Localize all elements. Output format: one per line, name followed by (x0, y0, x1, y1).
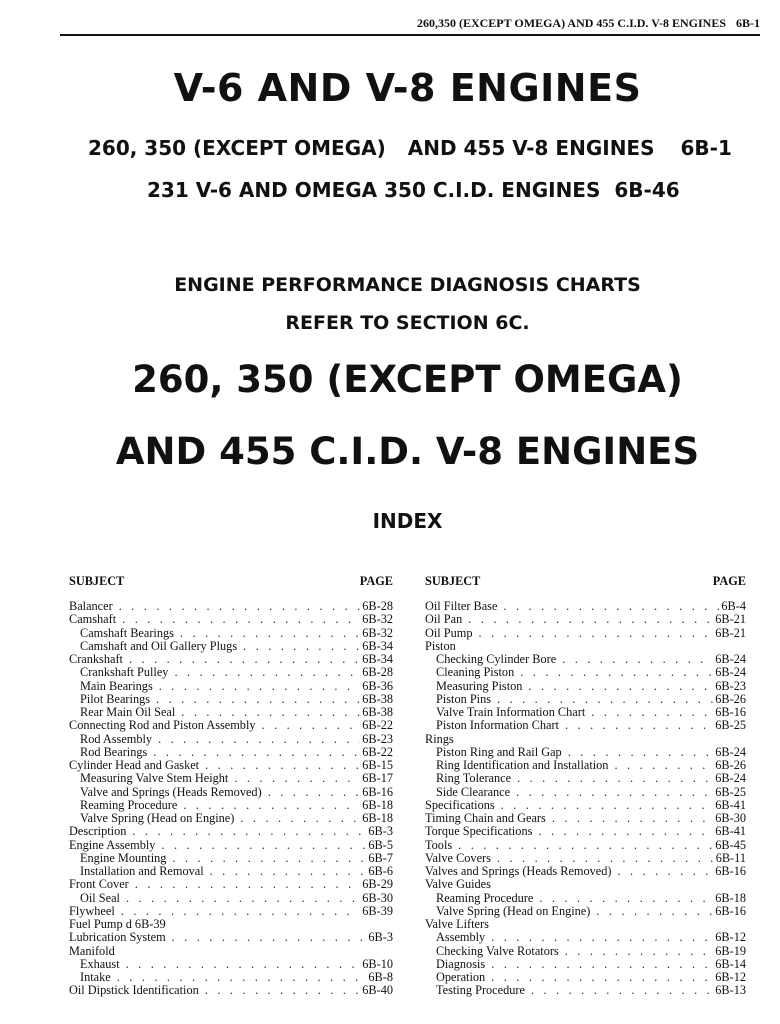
index-entry (425, 852, 746, 865)
dot-leader (565, 719, 713, 732)
entry-label: Oil Seal (80, 891, 120, 905)
entry-label: Timing Chain and Gears (425, 812, 546, 825)
index-entry (425, 693, 746, 706)
dot-leader (174, 666, 360, 679)
entry-label: Piston Ring and Rail Gap (436, 745, 562, 759)
index-entry (69, 746, 393, 759)
dot-leader (161, 839, 366, 852)
entry-label: Checking Cylinder Bore (436, 653, 557, 666)
entry-label: Manifold (69, 944, 115, 958)
entry-label: Testing Procedure (436, 984, 525, 998)
entry-label: Crankshaft Pulley (80, 666, 169, 680)
entry-page: 6B-34 (362, 653, 393, 666)
index-entry (425, 666, 746, 679)
entry-page: 6B-32 (362, 613, 393, 627)
note-line-2: REFER TO SECTION 6C. (285, 312, 530, 334)
entry-page: 6B-3 (368, 931, 393, 945)
index-entry (425, 733, 746, 746)
index-column-right (425, 574, 746, 998)
entry-page: 6B-45 (715, 838, 746, 852)
index-entry (425, 931, 746, 944)
index-entry (69, 772, 393, 785)
dot-leader (234, 772, 360, 785)
entry-page: 6B-41 (715, 825, 746, 839)
entry-page: 6B-34 (362, 639, 393, 653)
index-entry (425, 719, 746, 732)
index-entry (425, 892, 746, 905)
entry-label: Oil Filter Base (425, 600, 498, 613)
entry-page: 6B-25 (715, 785, 746, 799)
entry-label: Lubrication System (69, 931, 166, 945)
entry-page: 6B-21 (715, 613, 746, 627)
entry-page: 6B-30 (362, 891, 393, 905)
column-header (425, 574, 746, 600)
entry-page: 6B-41 (715, 798, 746, 812)
entry-label: Camshaft Bearings (80, 626, 174, 640)
dot-leader (132, 825, 366, 838)
index-entry (69, 865, 393, 878)
index-entry (69, 719, 393, 732)
dot-leader (240, 812, 360, 825)
entry-label: Pilot Bearings (80, 692, 151, 706)
index-entry (69, 892, 393, 905)
section-2-part1: 231 V-6 AND OMEGA 350 C.I.D. ENGINES (147, 178, 601, 202)
index-entry (425, 839, 746, 852)
index-entry (425, 958, 746, 971)
index-entry (425, 627, 746, 640)
dot-leader (119, 600, 361, 613)
entry-label: Oil Pump (425, 626, 473, 640)
dot-leader (528, 680, 713, 693)
entry-page: 6B-23 (362, 732, 393, 746)
entry-page: 6B-40 (362, 984, 393, 998)
index-entry (69, 852, 393, 865)
section-2-page: 6B-46 (614, 178, 680, 202)
entry-page: 6B-24 (715, 666, 746, 680)
entry-label: Measuring Piston (436, 679, 523, 693)
dot-leader (181, 706, 360, 719)
index-entry (425, 680, 746, 693)
entry-label: Rings (425, 732, 454, 746)
entry-label: Valve Train Information Chart (436, 706, 586, 719)
index-entry (69, 812, 393, 825)
index-entry (69, 613, 393, 626)
entry-label: Installation and Removal (80, 865, 204, 878)
entry-label: Valve Lifters (425, 918, 489, 931)
entry-label: Valve Guides (425, 878, 491, 892)
section-1-part2: AND 455 V-8 ENGINES (407, 136, 655, 160)
entry-label: Tools (425, 838, 453, 852)
dot-leader (180, 627, 360, 640)
index-entry (69, 600, 393, 613)
index-entry (425, 706, 746, 719)
page-header: PAGE (712, 574, 746, 588)
dot-leader (491, 931, 713, 944)
index-entry (69, 733, 393, 746)
entry-page: 6B-30 (715, 812, 746, 825)
index-entry (69, 958, 393, 971)
subject-header: SUBJECT (425, 574, 481, 588)
dot-leader (159, 680, 361, 693)
index-list-left (69, 600, 393, 998)
index-entry (425, 746, 746, 759)
entry-label: Main Bearings (80, 679, 153, 693)
entry-label: Ring Tolerance (436, 772, 512, 786)
index-entry (425, 945, 746, 958)
dot-leader (458, 839, 713, 852)
entry-page: 6B-39 (362, 904, 393, 918)
index-entry (69, 905, 393, 918)
entry-label: Piston Information Chart (436, 719, 559, 733)
entry-page: 6B-19 (715, 944, 746, 958)
entry-label: Ring Identification and Installation (436, 759, 609, 772)
section-line-1 (88, 136, 732, 160)
entry-label: Rear Main Oil Seal (80, 706, 176, 719)
index-column-left (69, 574, 393, 998)
entry-page: 6B-12 (715, 931, 746, 945)
dot-leader (153, 746, 360, 759)
entry-label: Camshaft and Oil Gallery Plugs (80, 639, 238, 653)
entry-page: 6B-16 (362, 785, 393, 799)
dot-leader (497, 852, 714, 865)
dot-leader (539, 892, 713, 905)
index-entry (425, 640, 746, 653)
entry-page: 6B-11 (715, 851, 746, 865)
dot-leader (121, 905, 360, 918)
dot-leader (210, 865, 367, 878)
entry-page: 6B-12 (715, 971, 746, 984)
dot-leader (126, 958, 361, 971)
entry-page: 6B-36 (362, 679, 393, 693)
entry-label: Reaming Procedure (80, 798, 178, 812)
entry-page: 6B-32 (362, 626, 393, 640)
dot-leader (517, 772, 713, 785)
entry-page: 6B-16 (715, 904, 746, 918)
dot-leader (614, 759, 713, 772)
entry-page: 6B-15 (362, 759, 393, 772)
dot-leader (158, 733, 360, 746)
index-entry (69, 680, 393, 693)
dot-leader (205, 759, 360, 772)
dot-leader (479, 627, 714, 640)
entry-page: 6B-29 (362, 878, 393, 892)
dot-leader (503, 600, 719, 613)
dot-leader (568, 746, 714, 759)
entry-label: Engine Assembly (69, 838, 156, 852)
dot-leader (205, 984, 360, 997)
subject-header: SUBJECT (69, 574, 125, 588)
entry-page: 6B-8 (368, 971, 393, 984)
entry-label: Oil Dipstick Identification (69, 984, 199, 998)
section-1-part1: 260, 350 (EXCEPT OMEGA) (88, 136, 386, 160)
index-entry (425, 600, 746, 613)
index-entry (69, 839, 393, 852)
column-header (69, 574, 393, 600)
index-entry (425, 905, 746, 918)
page-title: V-6 AND V-8 ENGINES (173, 66, 642, 110)
entry-page: 6B-18 (715, 891, 746, 905)
index-list-right (425, 600, 746, 998)
index-title: INDEX (372, 509, 443, 533)
entry-page: 6B-5 (368, 838, 393, 852)
entry-label: Valve and Springs (Heads Removed) (80, 785, 262, 799)
dot-leader (491, 971, 713, 984)
index-entry (425, 653, 746, 666)
dot-leader (135, 878, 360, 891)
index-entry (69, 971, 393, 984)
entry-label: Front Cover (69, 878, 129, 892)
index-entry (425, 772, 746, 785)
entry-page: 6B-22 (362, 745, 393, 759)
entry-label: Connecting Rod and Piston Assembly (69, 719, 256, 733)
page-header: PAGE (359, 574, 393, 588)
entry-page: 6B-13 (715, 984, 746, 998)
dot-leader (565, 945, 714, 958)
dot-leader (126, 892, 360, 905)
entry-page: 6B-24 (715, 772, 746, 786)
dot-leader (531, 984, 713, 997)
entry-label: Description (69, 825, 127, 839)
dot-leader (516, 786, 713, 799)
dot-leader (117, 971, 367, 984)
dot-leader (268, 786, 361, 799)
heading-line-2: AND 455 C.I.D. V-8 ENGINES (115, 430, 700, 473)
dot-leader (497, 693, 713, 706)
entry-label: Side Clearance (436, 785, 511, 799)
dot-leader (562, 653, 713, 666)
entry-label: Diagnosis (436, 957, 486, 971)
entry-label: Rod Bearings (80, 745, 148, 759)
entry-label: Valves and Springs (Heads Removed) (425, 865, 612, 878)
entry-page: 6B-28 (362, 666, 393, 680)
entry-page: 6B-24 (715, 653, 746, 666)
entry-label: Piston (425, 639, 456, 653)
entry-label: Cleaning Piston (436, 666, 515, 680)
entry-page: 6B-7 (368, 851, 393, 865)
entry-page: 6B-22 (362, 719, 393, 733)
entry-page: 6B-38 (362, 692, 393, 706)
index-entry (425, 865, 746, 878)
entry-label: Valve Spring (Head on Engine) (80, 812, 235, 825)
entry-page: 6B-38 (362, 706, 393, 719)
dot-leader (501, 799, 714, 812)
dot-leader (596, 905, 713, 918)
entry-label: Reaming Procedure (436, 891, 534, 905)
entry-page: 6B-3 (368, 825, 393, 839)
entry-page: 6B-24 (715, 745, 746, 759)
entry-label: Cylinder Head and Gasket (69, 759, 200, 772)
index-entry (425, 799, 746, 812)
index-entry (69, 786, 393, 799)
entry-label: Oil Pan (425, 613, 463, 627)
index-entry (425, 918, 746, 931)
entry-label: Exhaust (80, 957, 120, 971)
entry-page: 6B-26 (715, 759, 746, 772)
entry-page: 6B-4 (721, 600, 746, 613)
index-entry (69, 653, 393, 666)
index-entry (69, 706, 393, 719)
dot-leader (538, 825, 713, 838)
entry-page: 6B-17 (362, 772, 393, 786)
running-head-text: 260,350 (EXCEPT OMEGA) AND 455 C.I.D. V-8 ENGINES (416, 16, 726, 30)
entry-page: 6B-16 (715, 865, 746, 878)
running-head (60, 14, 760, 36)
index-entry (425, 971, 746, 984)
entry-label: Measuring Valve Stem Height (80, 772, 229, 786)
entry-label: Valve Spring (Head on Engine) (436, 904, 591, 918)
entry-label: Valve Covers (425, 851, 491, 865)
index-entry (69, 627, 393, 640)
index-entry (425, 878, 746, 891)
dot-leader (156, 693, 360, 706)
dot-leader (243, 640, 360, 653)
entry-page: 6B-25 (715, 719, 746, 733)
index-entry (69, 984, 393, 997)
section-1-page: 6B-1 (680, 136, 732, 160)
running-head-page: 6B-1 (736, 16, 760, 30)
entry-page: 6B-6 (368, 865, 393, 878)
entry-label: Rod Assembly (80, 732, 153, 746)
index-entry (425, 984, 746, 997)
entry-label: Piston Pins (436, 692, 492, 706)
dot-leader (591, 706, 713, 719)
entry-label: Operation (436, 971, 486, 984)
entry-page: 6B-10 (362, 957, 393, 971)
index-entry (69, 825, 393, 838)
dot-leader (552, 812, 713, 825)
dot-leader (122, 613, 360, 626)
entry-label: Fuel Pump d 6B-39 (69, 918, 166, 931)
entry-label: Camshaft (69, 613, 117, 627)
dot-leader (172, 931, 367, 944)
dot-leader (491, 958, 713, 971)
index-entry (69, 693, 393, 706)
entry-page: 6B-28 (362, 600, 393, 613)
index-entry (69, 878, 393, 891)
index-entry (69, 666, 393, 679)
entry-label: Assembly (436, 931, 486, 945)
entry-label: Balancer (69, 600, 113, 613)
entry-label: Intake (80, 971, 111, 984)
index-entry (69, 640, 393, 653)
entry-page: 6B-26 (715, 692, 746, 706)
entry-label: Specifications (425, 798, 495, 812)
heading-line-1: 260, 350 (EXCEPT OMEGA) (132, 358, 683, 401)
index-entry (69, 759, 393, 772)
index-entry (69, 945, 393, 958)
entry-label: Checking Valve Rotators (436, 944, 559, 958)
entry-page: 6B-16 (715, 706, 746, 719)
entry-page: 6B-18 (362, 812, 393, 825)
index-entry (425, 825, 746, 838)
entry-page: 6B-18 (362, 798, 393, 812)
index-entry (425, 812, 746, 825)
index-entry (69, 799, 393, 812)
dot-leader (262, 719, 361, 732)
dot-leader (172, 852, 366, 865)
entry-page: 6B-23 (715, 679, 746, 693)
index-entry (425, 759, 746, 772)
dot-leader (468, 613, 713, 626)
note-line-1: ENGINE PERFORMANCE DIAGNOSIS CHARTS (174, 274, 641, 296)
entry-page: 6B-14 (715, 957, 746, 971)
entry-label: Engine Mounting (80, 851, 167, 865)
entry-label: Crankshaft (69, 653, 123, 666)
dot-leader (617, 865, 713, 878)
dot-leader (129, 653, 360, 666)
index-entry (425, 786, 746, 799)
entry-page: 6B-21 (715, 626, 746, 640)
section-line-2 (147, 178, 680, 202)
index-entry (69, 931, 393, 944)
index-entry (69, 918, 393, 931)
entry-label: Torque Specifications (425, 825, 533, 839)
dot-leader (183, 799, 360, 812)
index-entry (425, 613, 746, 626)
entry-label: Flywheel (69, 904, 115, 918)
dot-leader (520, 666, 713, 679)
